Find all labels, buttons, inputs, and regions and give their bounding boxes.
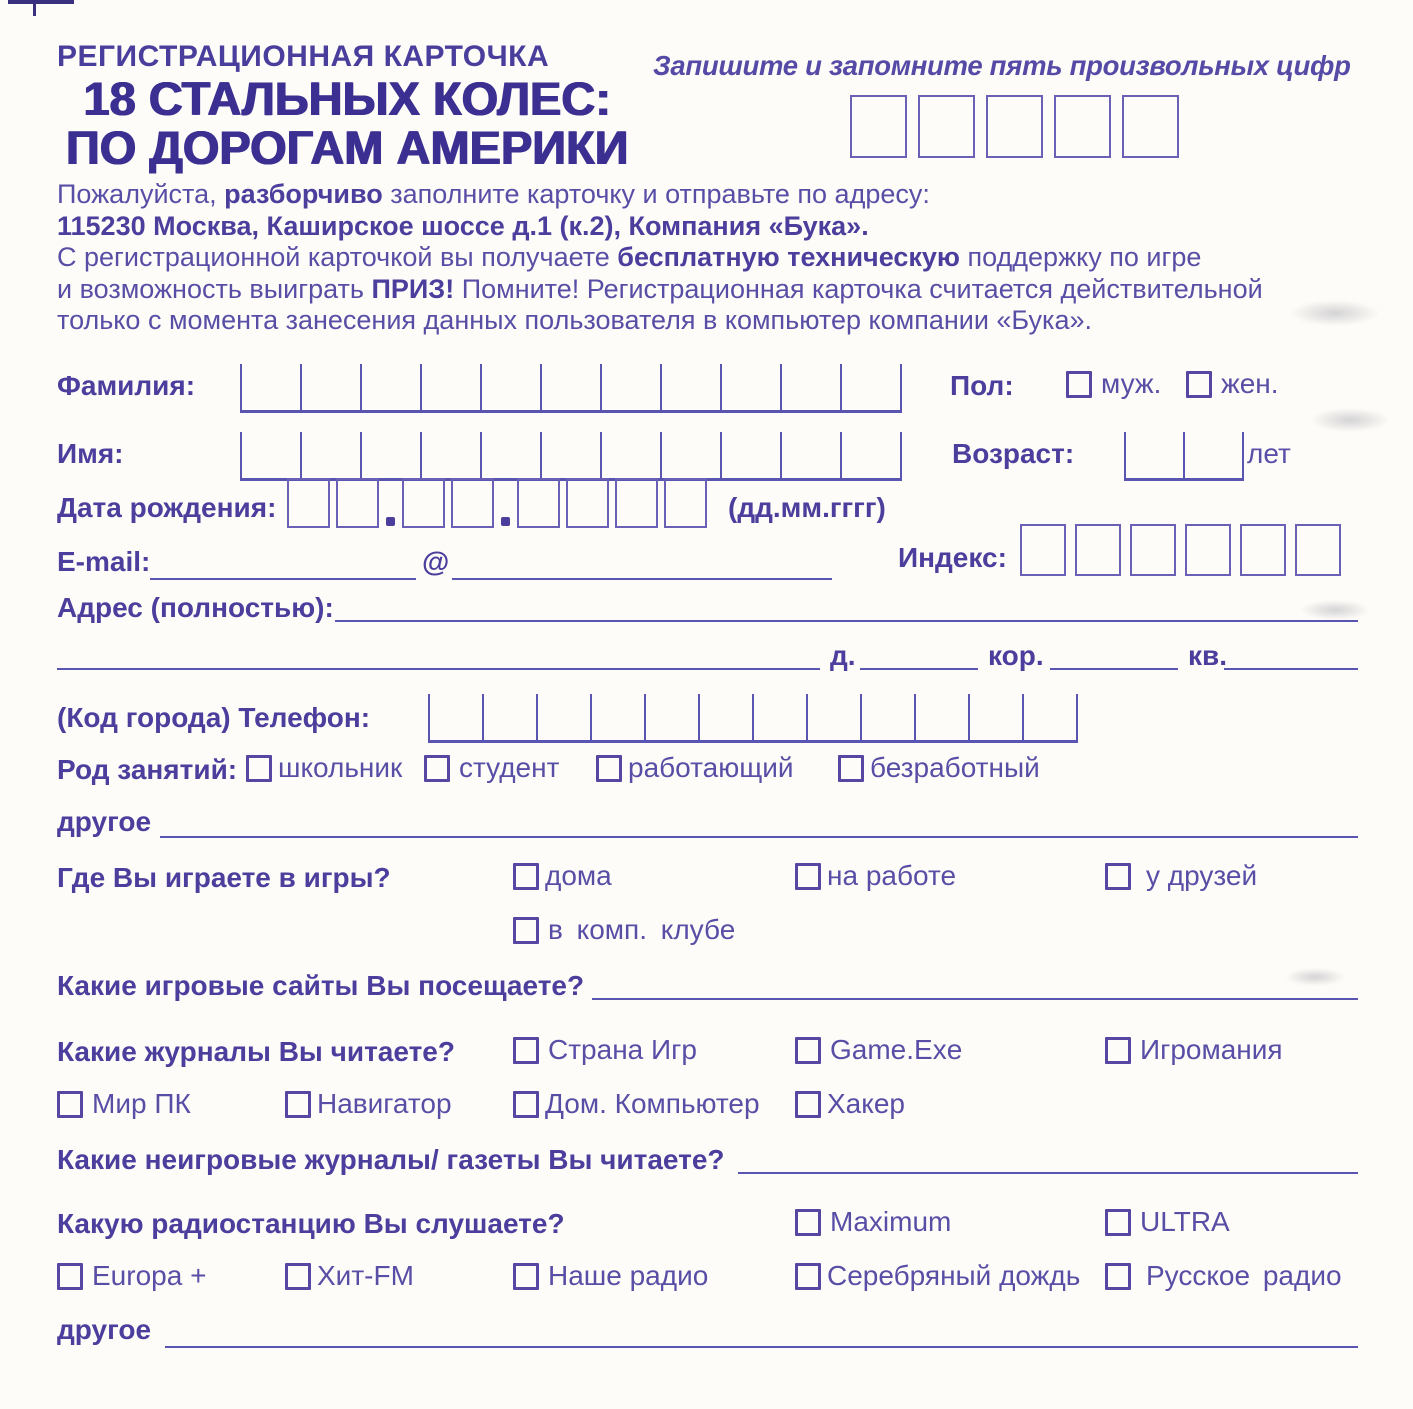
scan-artifact xyxy=(1285,968,1345,986)
address-line: 115230 Москва, Каширское шоссе д.1 (к.2), Компания «Бука». xyxy=(57,210,869,241)
scan-artifact xyxy=(1290,300,1380,326)
comb-cell[interactable] xyxy=(840,432,900,478)
checkbox-maximum[interactable] xyxy=(795,1209,821,1236)
option-label: ULTRA xyxy=(1140,1206,1230,1237)
index-label: Индекс: xyxy=(898,542,1007,573)
checkbox-computer-club[interactable] xyxy=(513,917,539,944)
option-label: у друзей xyxy=(1146,860,1258,891)
option-label: на работе xyxy=(827,860,957,891)
intro-line xyxy=(57,305,1387,337)
checkbox-schoolboy[interactable] xyxy=(246,755,272,782)
comb-cell[interactable] xyxy=(540,364,600,410)
game-title-line1: 18 СТАЛЬНЫХ КОЛЕС: xyxy=(83,72,611,125)
option-label: студент xyxy=(459,752,560,783)
index-box[interactable] xyxy=(1295,524,1341,576)
intro-paragraph xyxy=(57,179,1387,337)
comb-cell[interactable] xyxy=(240,364,300,410)
comb-cell[interactable] xyxy=(420,432,480,478)
checkbox-russkoe-radio[interactable] xyxy=(1105,1263,1131,1290)
comb-cell[interactable] xyxy=(540,432,600,478)
checkbox-mir-pk[interactable] xyxy=(57,1091,83,1118)
age-label: Возраст: xyxy=(952,438,1075,469)
option-maximum[interactable] xyxy=(795,1206,951,1238)
option-mir-pk[interactable] xyxy=(57,1088,191,1120)
date-box-year[interactable] xyxy=(664,478,707,528)
comb-cell[interactable] xyxy=(1183,432,1242,478)
option-student[interactable] xyxy=(424,752,559,784)
apartment-line[interactable] xyxy=(1224,640,1358,670)
date-box-year[interactable] xyxy=(615,478,658,528)
age-comb-field[interactable] xyxy=(1124,432,1244,481)
play-where-row-2 xyxy=(0,912,1413,972)
other-label: другое xyxy=(57,806,152,837)
comb-cell[interactable] xyxy=(698,694,752,740)
checkbox-work[interactable] xyxy=(795,863,821,890)
option-igromania[interactable] xyxy=(1105,1034,1283,1066)
option-friends[interactable] xyxy=(1105,860,1257,892)
date-box-month[interactable] xyxy=(451,478,494,528)
comb-end xyxy=(1242,432,1244,478)
intro-text: Помните! Регистрационная карточка считается действительной xyxy=(454,273,1263,304)
index-boxes[interactable] xyxy=(1020,524,1350,576)
name-label: Имя: xyxy=(57,438,124,469)
option-label: Дом. Компьютер xyxy=(545,1088,760,1119)
age-units: лет xyxy=(1247,438,1291,469)
option-label: Русское радио xyxy=(1146,1260,1342,1291)
checkbox-female[interactable] xyxy=(1186,371,1212,398)
option-label: Наше радио xyxy=(548,1260,709,1291)
nongame-row xyxy=(0,1144,1413,1204)
option-label: Europa + xyxy=(92,1260,207,1291)
email-label: E-mail: xyxy=(57,546,151,577)
comb-end xyxy=(1076,694,1078,740)
option-male[interactable] xyxy=(1066,368,1161,400)
email-domain-line[interactable] xyxy=(452,546,832,580)
comb-cell[interactable] xyxy=(300,432,360,478)
magazines-label: Какие журналы Вы читаете? xyxy=(57,1036,455,1067)
intro-text-bold: бесплатную техническую xyxy=(617,242,960,272)
checkbox-xaker[interactable] xyxy=(795,1091,821,1118)
option-label: Страна Игр xyxy=(548,1034,697,1065)
scan-artifact xyxy=(33,0,36,16)
option-working[interactable] xyxy=(596,752,794,784)
comb-cell[interactable] xyxy=(536,694,590,740)
house-line[interactable] xyxy=(860,640,978,670)
option-work[interactable] xyxy=(795,860,956,892)
option-schoolboy[interactable] xyxy=(246,752,402,784)
option-label: в комп. клубе xyxy=(548,914,736,945)
checkbox-igromania[interactable] xyxy=(1105,1037,1131,1064)
intro-text-bold: разборчиво xyxy=(224,179,383,209)
checkbox-ultra[interactable] xyxy=(1105,1209,1131,1236)
intro-text: С регистрационной карточкой вы получаете xyxy=(57,242,618,272)
comb-cell[interactable] xyxy=(428,694,482,740)
comb-cell[interactable] xyxy=(968,694,1022,740)
occupation-other-row xyxy=(0,806,1413,866)
radio-row-2 xyxy=(0,1258,1413,1318)
comb-cell[interactable] xyxy=(482,694,536,740)
intro-line xyxy=(57,211,1387,243)
phone-comb-field[interactable] xyxy=(428,694,1078,743)
option-ultra[interactable] xyxy=(1105,1206,1230,1238)
digit-box[interactable] xyxy=(850,95,907,158)
checkbox-strana-igr[interactable] xyxy=(513,1037,539,1064)
occupation-label: Род занятий: xyxy=(57,754,238,785)
option-xaker[interactable] xyxy=(795,1088,905,1120)
comb-cell[interactable] xyxy=(840,364,900,410)
comb-cell[interactable] xyxy=(360,432,420,478)
index-box[interactable] xyxy=(1075,524,1121,576)
checkbox-friends[interactable] xyxy=(1105,863,1131,890)
intro-text-bold: ПРИЗ! xyxy=(371,273,455,304)
option-nashe-radio[interactable] xyxy=(513,1260,708,1292)
occupation-other-line[interactable] xyxy=(160,806,1358,838)
option-navigator[interactable] xyxy=(285,1088,452,1120)
birthdate-format: (дд.мм.гггг) xyxy=(728,492,886,523)
address-line-2[interactable] xyxy=(57,640,820,670)
checkbox-student[interactable] xyxy=(424,755,450,782)
nongame-label: Какие неигровые журналы/ газеты Вы читаете? xyxy=(57,1144,725,1175)
building-label: кор. xyxy=(988,640,1044,671)
checkbox-male[interactable] xyxy=(1066,371,1092,398)
date-box-day[interactable] xyxy=(287,478,330,528)
digit-box[interactable] xyxy=(1122,95,1179,158)
option-serebryany-dozhd[interactable] xyxy=(795,1260,1080,1292)
option-europa-plus[interactable] xyxy=(57,1260,206,1292)
email-user-line[interactable] xyxy=(150,546,416,580)
surname-row xyxy=(0,362,1413,422)
date-box-month[interactable] xyxy=(402,478,445,528)
comb-cell[interactable] xyxy=(600,432,660,478)
option-label: Хакер xyxy=(827,1088,905,1119)
option-game-exe[interactable] xyxy=(795,1034,962,1066)
checkbox-europa-plus[interactable] xyxy=(57,1263,83,1290)
checkbox-working[interactable] xyxy=(596,755,622,782)
building-line[interactable] xyxy=(1050,640,1178,670)
option-strana-igr[interactable] xyxy=(513,1034,697,1066)
magazines-row-2 xyxy=(0,1086,1413,1146)
checkbox-dom-computer[interactable] xyxy=(513,1091,539,1118)
digit-box[interactable] xyxy=(1054,95,1111,158)
comb-cell[interactable] xyxy=(660,432,720,478)
intro-line xyxy=(57,242,1387,274)
option-home[interactable] xyxy=(513,860,612,892)
birthdate-boxes[interactable] xyxy=(287,478,713,528)
date-box-year[interactable] xyxy=(566,478,609,528)
comb-cell[interactable] xyxy=(360,364,420,410)
option-label: работающий xyxy=(628,752,794,783)
checkbox-unemployed[interactable] xyxy=(838,755,864,782)
index-box[interactable] xyxy=(1020,524,1066,576)
gender-label: Пол: xyxy=(950,370,1014,401)
option-label: Хит-FM xyxy=(317,1260,414,1291)
magazines-row xyxy=(0,1032,1413,1092)
checkbox-game-exe[interactable] xyxy=(795,1037,821,1064)
occupation-row xyxy=(0,750,1413,810)
option-label: школьник xyxy=(278,752,403,783)
play-where-row xyxy=(0,858,1413,918)
intro-text: Пожалуйста, xyxy=(57,179,225,209)
digits-hint: Запишите и запомните пять произвольных цифр xyxy=(653,50,1351,81)
comb-cell[interactable] xyxy=(1124,432,1183,478)
sites-label: Какие игровые сайты Вы посещаете? xyxy=(57,970,585,1001)
option-label: дома xyxy=(545,860,612,891)
checkbox-nashe-radio[interactable] xyxy=(513,1263,539,1290)
comb-cell[interactable] xyxy=(300,364,360,410)
address-row-2 xyxy=(0,640,1413,700)
checkbox-navigator[interactable] xyxy=(285,1091,311,1118)
birthdate-label: Дата рождения: xyxy=(57,492,277,523)
play-where-label: Где Вы играете в игры? xyxy=(57,862,391,893)
radio-label: Какую радиостанцию Вы слушаете? xyxy=(57,1208,565,1239)
date-box-year[interactable] xyxy=(517,478,560,528)
intro-line xyxy=(57,179,1387,211)
sites-row xyxy=(0,970,1413,1030)
option-dom-computer[interactable] xyxy=(513,1088,760,1120)
address-label: Адрес (полностью): xyxy=(57,592,334,623)
sites-line[interactable] xyxy=(592,970,1358,1000)
radio-other-line[interactable] xyxy=(165,1314,1358,1348)
comb-cell[interactable] xyxy=(590,694,644,740)
comb-cell[interactable] xyxy=(780,364,840,410)
checkbox-home[interactable] xyxy=(513,863,539,890)
comb-cell[interactable] xyxy=(644,694,698,740)
phone-row xyxy=(0,694,1413,754)
surname-label: Фамилия: xyxy=(57,370,196,401)
comb-end xyxy=(900,432,902,478)
option-label: Maximum xyxy=(830,1206,952,1237)
comb-cell[interactable] xyxy=(806,694,860,740)
comb-cell[interactable] xyxy=(860,694,914,740)
option-unemployed[interactable] xyxy=(838,752,1040,784)
intro-line xyxy=(57,274,1387,306)
option-label: жен. xyxy=(1221,368,1279,399)
checkbox-serebryany-dozhd[interactable] xyxy=(795,1263,821,1290)
comb-cell[interactable] xyxy=(480,364,540,410)
surname-comb-field[interactable] xyxy=(240,364,902,413)
option-female[interactable] xyxy=(1186,368,1279,400)
comb-cell[interactable] xyxy=(752,694,806,740)
comb-cell[interactable] xyxy=(600,364,660,410)
comb-cell[interactable] xyxy=(420,364,480,410)
intro-text: и возможность выиграть xyxy=(57,273,372,304)
address-line[interactable] xyxy=(335,588,1358,622)
option-label: Game.Exe xyxy=(830,1034,963,1065)
radio-other-row xyxy=(0,1314,1413,1374)
comb-cell[interactable] xyxy=(914,694,968,740)
nongame-line[interactable] xyxy=(738,1144,1358,1174)
apartment-label: кв. xyxy=(1188,640,1228,671)
random-digits-boxes[interactable] xyxy=(850,95,1190,158)
digit-box[interactable] xyxy=(986,95,1043,158)
game-title-line2: ПО ДОРОГАМ АМЕРИКИ xyxy=(65,121,629,174)
checkbox-hit-fm[interactable] xyxy=(285,1263,311,1290)
scan-artifact xyxy=(1310,408,1390,432)
phone-label: (Код города) Телефон: xyxy=(57,702,371,733)
email-at: @ xyxy=(422,546,450,577)
digit-box[interactable] xyxy=(918,95,975,158)
comb-cell[interactable] xyxy=(660,364,720,410)
scan-artifact xyxy=(1300,600,1370,620)
comb-end xyxy=(900,364,902,410)
option-label: Игромания xyxy=(1140,1034,1283,1065)
index-box[interactable] xyxy=(1130,524,1176,576)
header-titles xyxy=(52,40,642,172)
email-index-row xyxy=(0,524,1413,594)
other-label-2: другое xyxy=(57,1314,152,1345)
option-label: Мир ПК xyxy=(92,1088,191,1119)
comb-cell[interactable] xyxy=(780,432,840,478)
radio-row xyxy=(0,1204,1413,1264)
index-box[interactable] xyxy=(1240,524,1286,576)
date-box-day[interactable] xyxy=(336,478,379,528)
option-hit-fm[interactable] xyxy=(285,1260,414,1292)
option-computer-club[interactable] xyxy=(513,914,735,946)
intro-text: только с момента занесения данных пользователя в компьютер компании «Бука». xyxy=(57,305,1092,335)
intro-text: поддержку по игре xyxy=(959,242,1202,272)
comb-cell[interactable] xyxy=(480,432,540,478)
option-label: безработный xyxy=(870,752,1040,783)
house-label: д. xyxy=(830,640,856,671)
option-label: муж. xyxy=(1101,368,1162,399)
comb-cell[interactable] xyxy=(1022,694,1076,740)
comb-cell[interactable] xyxy=(720,432,780,478)
option-label: Серебряный дождь xyxy=(827,1260,1081,1291)
option-label: Навигатор xyxy=(317,1088,452,1119)
card-title: РЕГИСТРАЦИОННАЯ КАРТОЧКА xyxy=(57,40,550,73)
comb-cell[interactable] xyxy=(240,432,300,478)
index-box[interactable] xyxy=(1185,524,1231,576)
option-russkoe-radio[interactable] xyxy=(1105,1260,1342,1292)
name-comb-field[interactable] xyxy=(240,432,902,481)
scan-artifact xyxy=(8,0,74,4)
intro-text: заполните карточку и отправьте по адресу: xyxy=(382,179,930,209)
comb-cell[interactable] xyxy=(720,364,780,410)
